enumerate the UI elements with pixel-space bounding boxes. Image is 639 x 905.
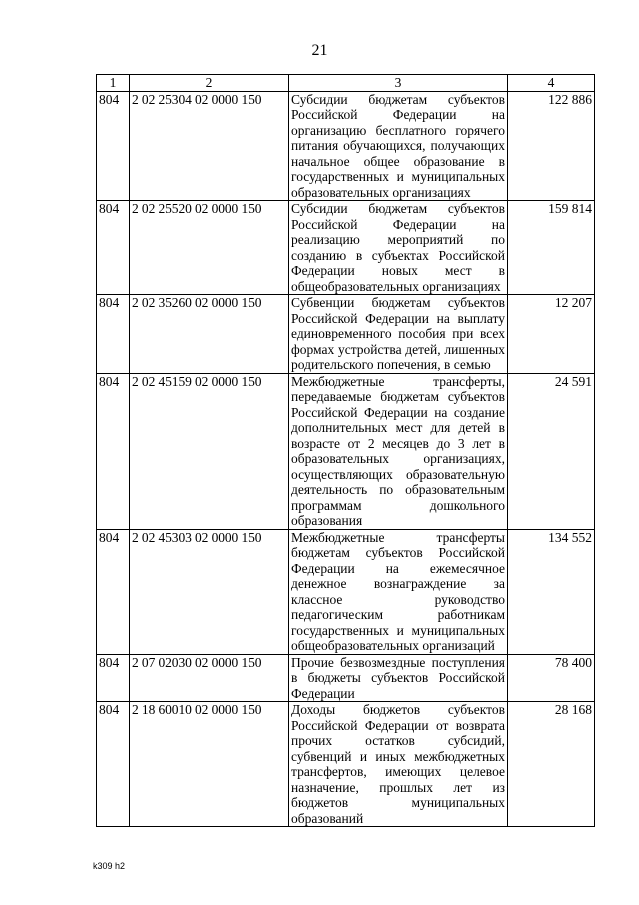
table-row [97, 91, 595, 201]
table-row [97, 702, 595, 827]
revenue-code-cell: 2 02 45159 02 0000 150 [130, 373, 289, 529]
revenue-code-cell: 2 02 35260 02 0000 150 [130, 295, 289, 374]
page-number: 21 [311, 42, 328, 59]
column-header-2: 2 [130, 75, 289, 92]
amount-cell: 159 814 [508, 201, 595, 295]
admin-code-cell: 804 [97, 529, 130, 654]
table-row [97, 295, 595, 374]
document-footer-code: k309 h2 [93, 861, 126, 871]
revenue-code-cell: 2 02 45303 02 0000 150 [130, 529, 289, 654]
table-header-row [97, 75, 595, 92]
revenue-description-cell: Межбюджетные трансферты бюджетам субъектов Российской Федерации на ежемесячное денежное вознаграждение за классное руководство педагогическим работникам государственных и муниципальных общеобразовательных организаций [289, 529, 508, 654]
revenue-description-cell: Субсидии бюджетам субъектов Российской Федерации на организацию бесплатного горячего питания обучающихся, получающих начальное общее образование в государственных и муниципальных образовательных организациях [289, 91, 508, 201]
amount-cell: 134 552 [508, 529, 595, 654]
amount-cell: 78 400 [508, 654, 595, 702]
column-header-3: 3 [289, 75, 508, 92]
budget-revenue-table [96, 74, 595, 827]
amount-cell: 28 168 [508, 702, 595, 827]
admin-code-cell: 804 [97, 373, 130, 529]
revenue-description-cell: Субвенции бюджетам субъектов Российской Федерации на выплату единовременного пособия при всех формах устройства детей, лишенных родительского попечения, в семью [289, 295, 508, 374]
admin-code-cell: 804 [97, 91, 130, 201]
revenue-description-cell: Доходы бюджетов субъектов Российской Федерации от возврата прочих остатков субсидий, субвенций и иных межбюджетных трансфертов, имеющих целевое назначение, прошлых лет из бюджетов муниципальных образований [289, 702, 508, 827]
revenue-code-cell: 2 18 60010 02 0000 150 [130, 702, 289, 827]
admin-code-cell: 804 [97, 201, 130, 295]
table-row [97, 373, 595, 529]
revenue-code-cell: 2 02 25304 02 0000 150 [130, 91, 289, 201]
table-row [97, 529, 595, 654]
revenue-code-cell: 2 02 25520 02 0000 150 [130, 201, 289, 295]
revenue-description-cell: Субсидии бюджетам субъектов Российской Федерации на реализацию мероприятий по созданию в субъектах Российской Федерации новых мест в общеобразовательных организациях [289, 201, 508, 295]
column-header-4: 4 [508, 75, 595, 92]
amount-cell: 122 886 [508, 91, 595, 201]
amount-cell: 24 591 [508, 373, 595, 529]
revenue-description-cell: Межбюджетные трансферты, передаваемые бюджетам субъектов Российской Федерации на создание дополнительных мест для детей в возрасте от 2 месяцев до 3 лет в образовательных организациях, осуществляющих образовательную деятельность по образовательным программам дошкольного образования [289, 373, 508, 529]
revenue-description-cell: Прочие безвозмездные поступления в бюджеты субъектов Российской Федерации [289, 654, 508, 702]
column-header-1: 1 [97, 75, 130, 92]
amount-cell: 12 207 [508, 295, 595, 374]
revenue-code-cell: 2 07 02030 02 0000 150 [130, 654, 289, 702]
admin-code-cell: 804 [97, 654, 130, 702]
table-row [97, 201, 595, 295]
admin-code-cell: 804 [97, 702, 130, 827]
table-row [97, 654, 595, 702]
admin-code-cell: 804 [97, 295, 130, 374]
